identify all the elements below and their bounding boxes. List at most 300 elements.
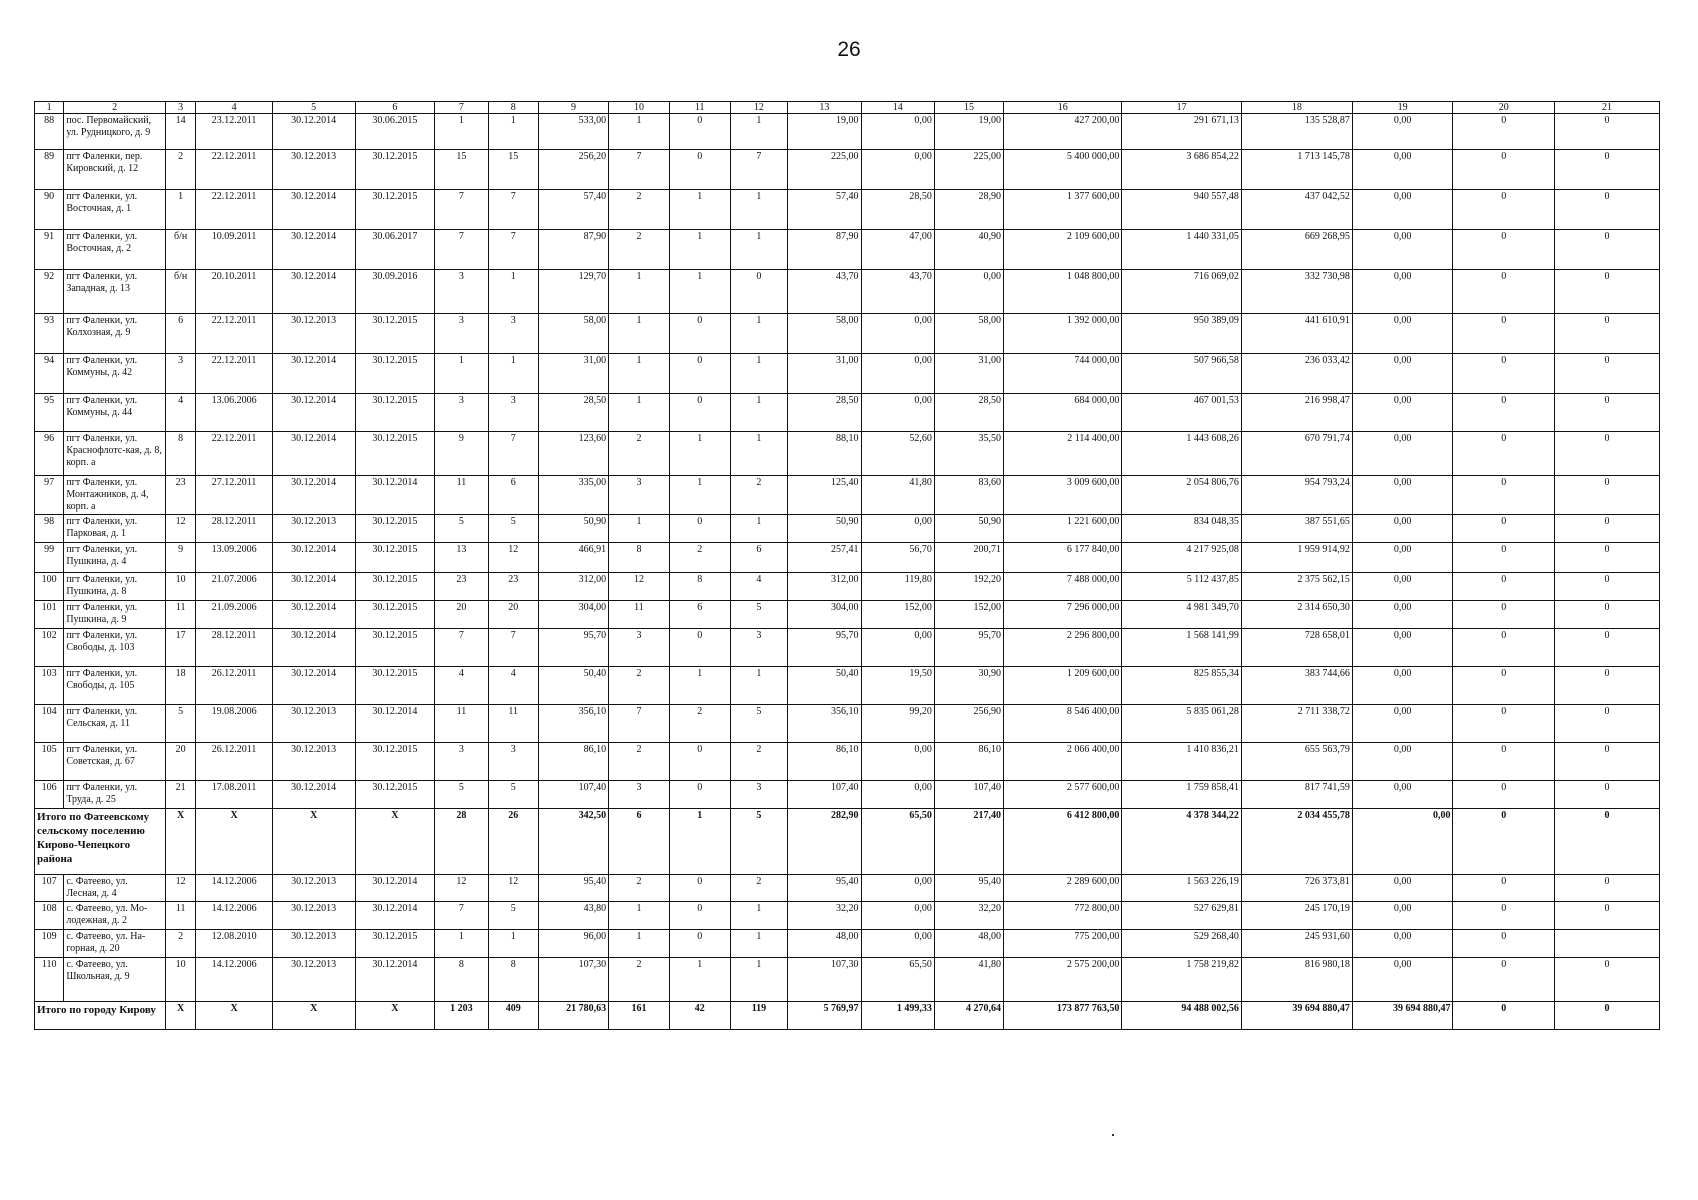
column-header: 13 — [788, 102, 861, 114]
total-cell: 6 412 800,00 — [1004, 809, 1122, 875]
table-cell: 0,00 — [1352, 958, 1453, 1002]
table-cell: 0 — [1453, 781, 1555, 809]
table-cell: 11 — [435, 476, 488, 515]
table-row — [35, 601, 1660, 629]
table-cell: 14.12.2006 — [196, 902, 272, 930]
table-cell: 1 — [730, 354, 788, 394]
table-cell: 12 — [165, 875, 195, 902]
table-cell: 0,00 — [1352, 354, 1453, 394]
table-cell: 0 — [1453, 190, 1555, 230]
table-cell: 28.12.2011 — [196, 515, 272, 543]
table-cell: 40,90 — [934, 230, 1003, 270]
table-row — [35, 230, 1660, 270]
table-cell: 4 — [488, 667, 538, 705]
table-cell: 0 — [669, 394, 730, 432]
column-header: 5 — [272, 102, 355, 114]
table-cell: 0 — [669, 875, 730, 902]
column-header: 3 — [165, 102, 195, 114]
table-cell: 2 575 200,00 — [1004, 958, 1122, 1002]
table-cell: 11 — [488, 705, 538, 743]
table-cell: 1 — [730, 930, 788, 958]
table-cell: 0 — [1555, 573, 1660, 601]
table-cell: 30.12.2014 — [355, 705, 435, 743]
table-cell: 152,00 — [861, 601, 934, 629]
column-header: 21 — [1555, 102, 1660, 114]
table-cell: 28,50 — [934, 394, 1003, 432]
table-cell: 441 610,91 — [1241, 314, 1352, 354]
table-cell: 0,00 — [1352, 705, 1453, 743]
total-cell: 4 270,64 — [934, 1002, 1003, 1030]
table-cell: 119,80 — [861, 573, 934, 601]
table-cell: 90 — [35, 190, 64, 230]
table-cell: 95,70 — [788, 629, 861, 667]
table-cell: 383 744,66 — [1241, 667, 1352, 705]
column-header: 2 — [64, 102, 166, 114]
table-cell: 19,00 — [934, 114, 1003, 150]
table-cell: 0,00 — [1352, 432, 1453, 476]
address-cell: пгт Фаленки, ул. Пушкина, д. 4 — [64, 543, 166, 573]
table-cell: 0,00 — [1352, 629, 1453, 667]
table-cell: 3 — [435, 743, 488, 781]
table-cell: 95,70 — [538, 629, 608, 667]
table-cell: 2 — [730, 875, 788, 902]
table-cell: 775 200,00 — [1004, 930, 1122, 958]
table-cell: 0 — [669, 629, 730, 667]
table-cell: 30.09.2016 — [355, 270, 435, 314]
column-header: 16 — [1004, 102, 1122, 114]
total-cell: X — [196, 1002, 272, 1030]
table-cell: 96 — [35, 432, 64, 476]
table-cell: 9 — [165, 543, 195, 573]
table-cell: 98 — [35, 515, 64, 543]
table-cell: 7 — [730, 150, 788, 190]
table-cell: 304,00 — [538, 601, 608, 629]
table-cell: 56,70 — [861, 543, 934, 573]
table-cell: 0 — [1555, 667, 1660, 705]
table-cell: 99,20 — [861, 705, 934, 743]
table-cell: 11 — [435, 705, 488, 743]
total-cell: X — [355, 809, 435, 875]
table-cell: 30.12.2014 — [355, 875, 435, 902]
table-cell: 0,00 — [861, 354, 934, 394]
table-cell: 87,90 — [788, 230, 861, 270]
table-cell: 0,00 — [861, 743, 934, 781]
header-row — [35, 102, 1660, 114]
table-cell: 22.12.2011 — [196, 354, 272, 394]
table-row — [35, 902, 1660, 930]
address-cell: пгт Фаленки, ул. Пушкина, д. 8 — [64, 573, 166, 601]
table-cell: 15 — [435, 150, 488, 190]
table-cell: 0 — [1453, 270, 1555, 314]
table-cell: 1 — [730, 958, 788, 1002]
table-cell: 8 — [488, 958, 538, 1002]
table-cell: 0 — [1555, 150, 1660, 190]
table-cell: 3 009 600,00 — [1004, 476, 1122, 515]
table-row — [35, 515, 1660, 543]
total-cell: 65,50 — [861, 809, 934, 875]
table-cell: 216 998,47 — [1241, 394, 1352, 432]
total-cell: 0,00 — [1352, 809, 1453, 875]
table-cell: 1 — [669, 230, 730, 270]
table-cell: 21.07.2006 — [196, 573, 272, 601]
table-cell: 669 268,95 — [1241, 230, 1352, 270]
address-cell: пгт Фаленки, ул. Сельская, д. 11 — [64, 705, 166, 743]
table-cell: 30.12.2013 — [272, 902, 355, 930]
total-cell: 409 — [488, 1002, 538, 1030]
address-cell: пгт Фаленки, ул. Западная, д. 13 — [64, 270, 166, 314]
table-cell: 11 — [609, 601, 670, 629]
table-cell: 1 — [669, 476, 730, 515]
table-cell: 95,40 — [934, 875, 1003, 902]
table-cell: 2 — [730, 743, 788, 781]
table-cell: 0,00 — [1352, 190, 1453, 230]
table-cell: 1 — [488, 114, 538, 150]
total-cell: 21 780,63 — [538, 1002, 608, 1030]
table-cell: 43,70 — [788, 270, 861, 314]
table-cell: 0,00 — [861, 629, 934, 667]
table-cell: 0 — [1453, 150, 1555, 190]
total-cell: 1 203 — [435, 1002, 488, 1030]
table-cell: 655 563,79 — [1241, 743, 1352, 781]
table-cell: 30.12.2013 — [272, 875, 355, 902]
table-cell: 30.12.2015 — [355, 930, 435, 958]
subtotal-row — [35, 809, 1660, 875]
table-cell: 0 — [1453, 573, 1555, 601]
table-cell: 30.12.2015 — [355, 543, 435, 573]
table-cell: 30.12.2013 — [272, 930, 355, 958]
column-header: 4 — [196, 102, 272, 114]
table-cell: 1 — [730, 432, 788, 476]
table-cell: 89 — [35, 150, 64, 190]
table-cell: 107,30 — [788, 958, 861, 1002]
table-cell: 32,20 — [788, 902, 861, 930]
table-cell: 30.12.2014 — [272, 190, 355, 230]
table-cell: 2 — [609, 432, 670, 476]
table-cell: 5 — [435, 781, 488, 809]
table-cell: 30.12.2013 — [272, 958, 355, 1002]
address-cell: пгт Фаленки, ул. Краснофлотс-кая, д. 8, корп. а — [64, 432, 166, 476]
table-cell: 65,50 — [861, 958, 934, 1002]
table-cell: 0,00 — [861, 781, 934, 809]
table-cell: 0 — [1555, 781, 1660, 809]
table-cell: 3 — [609, 629, 670, 667]
table-cell: 31,00 — [538, 354, 608, 394]
address-cell: пгт Фаленки, ул. Коммуны, д. 44 — [64, 394, 166, 432]
table-cell: 0 — [669, 150, 730, 190]
table-cell: 48,00 — [788, 930, 861, 958]
table-cell: 0 — [669, 743, 730, 781]
table-cell: 0,00 — [1352, 270, 1453, 314]
table-cell: 86,10 — [538, 743, 608, 781]
table-cell: 9 — [435, 432, 488, 476]
table-cell: 2 — [669, 705, 730, 743]
table-cell: 0 — [1555, 230, 1660, 270]
table-cell: 0 — [1555, 515, 1660, 543]
table-cell: 0 — [730, 270, 788, 314]
table-cell: 7 — [488, 629, 538, 667]
table-cell: 0 — [1453, 515, 1555, 543]
table-cell: 30.12.2015 — [355, 629, 435, 667]
table-cell: 30.12.2014 — [355, 958, 435, 1002]
column-header: 14 — [861, 102, 934, 114]
table-cell: 3 — [488, 394, 538, 432]
table-cell: 30.12.2014 — [272, 114, 355, 150]
table-cell: 7 — [435, 230, 488, 270]
total-cell: 5 — [730, 809, 788, 875]
table-cell: 95 — [35, 394, 64, 432]
table-cell: 2 — [609, 875, 670, 902]
table-cell: 5 — [730, 601, 788, 629]
table-cell: 728 658,01 — [1241, 629, 1352, 667]
table-cell — [1555, 930, 1660, 958]
table-cell: 1 — [609, 930, 670, 958]
table-cell: 291 671,13 — [1122, 114, 1241, 150]
table-cell: 2 — [609, 190, 670, 230]
table-cell: 2 066 400,00 — [1004, 743, 1122, 781]
table-cell: 1 563 226,19 — [1122, 875, 1241, 902]
column-header: 12 — [730, 102, 788, 114]
table-cell: 0,00 — [861, 875, 934, 902]
table-cell: 0 — [1555, 270, 1660, 314]
table-cell: 4 — [730, 573, 788, 601]
table-cell: 2 — [730, 476, 788, 515]
table-cell: 26.12.2011 — [196, 743, 272, 781]
table-cell: 0,00 — [1352, 930, 1453, 958]
table-cell: 7 — [435, 902, 488, 930]
table-cell: 0,00 — [1352, 601, 1453, 629]
table-row — [35, 930, 1660, 958]
table-cell: б/н — [165, 230, 195, 270]
table-cell: 312,00 — [538, 573, 608, 601]
total-cell: X — [196, 809, 272, 875]
total-cell: 0 — [1453, 809, 1555, 875]
column-header: 7 — [435, 102, 488, 114]
table-cell: 95,40 — [538, 875, 608, 902]
table-cell: 1 377 600,00 — [1004, 190, 1122, 230]
table-cell: 5 — [435, 515, 488, 543]
table-cell: 30.12.2013 — [272, 314, 355, 354]
table-cell: 105 — [35, 743, 64, 781]
table-cell: 0 — [1453, 230, 1555, 270]
table-cell: 135 528,87 — [1241, 114, 1352, 150]
table-cell: 30.12.2014 — [355, 902, 435, 930]
total-cell: 0 — [1555, 1002, 1660, 1030]
table-cell: 0 — [1555, 314, 1660, 354]
table-cell: 0 — [669, 354, 730, 394]
total-cell: 94 488 002,56 — [1122, 1002, 1241, 1030]
table-cell: 30.12.2015 — [355, 515, 435, 543]
table-cell: 1 — [669, 958, 730, 1002]
table-cell: 3 — [488, 314, 538, 354]
table-cell: 10 — [165, 958, 195, 1002]
table-cell: 4 217 925,08 — [1122, 543, 1241, 573]
table-cell: 18 — [165, 667, 195, 705]
table-row — [35, 432, 1660, 476]
table-cell: 0 — [1555, 543, 1660, 573]
table-cell: 22.12.2011 — [196, 314, 272, 354]
table-cell: 2 114 400,00 — [1004, 432, 1122, 476]
total-cell: 6 — [609, 809, 670, 875]
table-cell: 83,60 — [934, 476, 1003, 515]
total-cell: X — [165, 1002, 195, 1030]
table-cell: 57,40 — [538, 190, 608, 230]
table-cell: 817 741,59 — [1241, 781, 1352, 809]
total-cell: X — [272, 1002, 355, 1030]
table-cell: 30.12.2014 — [272, 270, 355, 314]
table-cell: 2 314 650,30 — [1241, 601, 1352, 629]
table-cell: 20 — [488, 601, 538, 629]
table-cell: 5 — [730, 705, 788, 743]
table-cell: 1 — [730, 314, 788, 354]
table-cell: 30.12.2014 — [272, 601, 355, 629]
table-cell: 2 — [609, 230, 670, 270]
table-cell: 684 000,00 — [1004, 394, 1122, 432]
table-cell: 1 — [435, 354, 488, 394]
table-cell: 23 — [488, 573, 538, 601]
address-cell: пгт Фаленки, ул. Парковая, д. 1 — [64, 515, 166, 543]
table-cell: 940 557,48 — [1122, 190, 1241, 230]
address-cell: пгт Фаленки, ул. Восточная, д. 1 — [64, 190, 166, 230]
table-cell: 7 — [609, 705, 670, 743]
table-cell: 3 — [730, 781, 788, 809]
table-cell: 0 — [669, 902, 730, 930]
column-header: 11 — [669, 102, 730, 114]
table-cell: 20.10.2011 — [196, 270, 272, 314]
table-row — [35, 190, 1660, 230]
table-cell: 1 — [730, 515, 788, 543]
table-cell: 7 — [488, 432, 538, 476]
table-cell: 30.12.2014 — [272, 629, 355, 667]
table-cell: 35,50 — [934, 432, 1003, 476]
table-cell: 1 — [730, 190, 788, 230]
total-cell: 342,50 — [538, 809, 608, 875]
table-cell: 6 — [165, 314, 195, 354]
table-cell: 1 — [609, 354, 670, 394]
table-cell: 107,40 — [538, 781, 608, 809]
table-cell: 14 — [165, 114, 195, 150]
table-cell: 43,80 — [538, 902, 608, 930]
table-cell: 30.12.2015 — [355, 781, 435, 809]
table-cell: 21 — [165, 781, 195, 809]
table-cell: 225,00 — [934, 150, 1003, 190]
table-row — [35, 270, 1660, 314]
table-cell: 236 033,42 — [1241, 354, 1352, 394]
table-cell: 30.12.2014 — [355, 476, 435, 515]
table-cell: 4 — [435, 667, 488, 705]
table-cell: 0 — [669, 114, 730, 150]
table-cell: 28,90 — [934, 190, 1003, 230]
table-cell: 20 — [435, 601, 488, 629]
total-cell: 282,90 — [788, 809, 861, 875]
table-cell: 825 855,34 — [1122, 667, 1241, 705]
table-cell: 8 546 400,00 — [1004, 705, 1122, 743]
table-cell: 5 112 437,85 — [1122, 573, 1241, 601]
table-cell: 31,00 — [934, 354, 1003, 394]
table-cell: 1 — [730, 230, 788, 270]
table-cell: 1 221 600,00 — [1004, 515, 1122, 543]
table-cell: 30.12.2013 — [272, 515, 355, 543]
table-cell: 0 — [1453, 354, 1555, 394]
table-cell: 0 — [1453, 114, 1555, 150]
table-cell: 129,70 — [538, 270, 608, 314]
table-cell: 312,00 — [788, 573, 861, 601]
table-cell: 2 — [669, 543, 730, 573]
table-cell: 30.12.2014 — [272, 432, 355, 476]
table-cell: 0 — [1453, 314, 1555, 354]
table-cell: 1 — [488, 270, 538, 314]
table-cell: 23 — [435, 573, 488, 601]
table-cell: 5 835 061,28 — [1122, 705, 1241, 743]
table-cell: 257,41 — [788, 543, 861, 573]
table-cell: 13.06.2006 — [196, 394, 272, 432]
table-cell: 152,00 — [934, 601, 1003, 629]
table-cell: 30.12.2015 — [355, 601, 435, 629]
table-cell: 14.12.2006 — [196, 875, 272, 902]
table-cell: 28,50 — [861, 190, 934, 230]
table-cell: 0,00 — [1352, 667, 1453, 705]
table-cell: 95,40 — [788, 875, 861, 902]
table-cell: 0 — [1453, 601, 1555, 629]
table-cell: 87,90 — [538, 230, 608, 270]
table-cell: 21.09.2006 — [196, 601, 272, 629]
table-cell: 3 — [730, 629, 788, 667]
table-row — [35, 314, 1660, 354]
column-header: 6 — [355, 102, 435, 114]
table-cell: 10 — [165, 573, 195, 601]
table-cell: 86,10 — [788, 743, 861, 781]
table-cell: 7 — [488, 190, 538, 230]
table-cell: 100 — [35, 573, 64, 601]
table-cell: 466,91 — [538, 543, 608, 573]
table-cell: 0,00 — [861, 902, 934, 930]
table-cell: 0 — [1453, 476, 1555, 515]
table-row — [35, 781, 1660, 809]
table-cell: 0 — [1555, 190, 1660, 230]
total-label: Итого по Фатеевскому сельскому поселению Кирово-Чепецкого района — [35, 809, 166, 875]
table-cell: 0,00 — [1352, 114, 1453, 150]
table-cell: 1 — [165, 190, 195, 230]
total-cell: 173 877 763,50 — [1004, 1002, 1122, 1030]
table-cell: 88 — [35, 114, 64, 150]
table-cell: 30,90 — [934, 667, 1003, 705]
table-cell: 30.06.2017 — [355, 230, 435, 270]
table-cell: 0,00 — [1352, 743, 1453, 781]
total-cell: 28 — [435, 809, 488, 875]
table-cell: 5 400 000,00 — [1004, 150, 1122, 190]
table-cell: 0 — [1555, 743, 1660, 781]
table-cell: 50,40 — [538, 667, 608, 705]
table-cell: 0,00 — [861, 930, 934, 958]
table-cell: 3 — [609, 781, 670, 809]
table-cell: 256,90 — [934, 705, 1003, 743]
table-cell: 12 — [488, 875, 538, 902]
column-header: 19 — [1352, 102, 1453, 114]
table-cell: 2 — [165, 930, 195, 958]
table-cell: 102 — [35, 629, 64, 667]
table-cell: 2 — [609, 743, 670, 781]
table-row — [35, 150, 1660, 190]
table-cell: 7 — [435, 629, 488, 667]
total-cell: 0 — [1555, 809, 1660, 875]
table-cell: 88,10 — [788, 432, 861, 476]
table-cell: 5 — [488, 515, 538, 543]
table-cell: 304,00 — [788, 601, 861, 629]
column-header: 15 — [934, 102, 1003, 114]
table-cell: 1 — [488, 930, 538, 958]
table-cell: 0 — [1453, 743, 1555, 781]
table-cell: 6 177 840,00 — [1004, 543, 1122, 573]
table-cell: 7 — [609, 150, 670, 190]
